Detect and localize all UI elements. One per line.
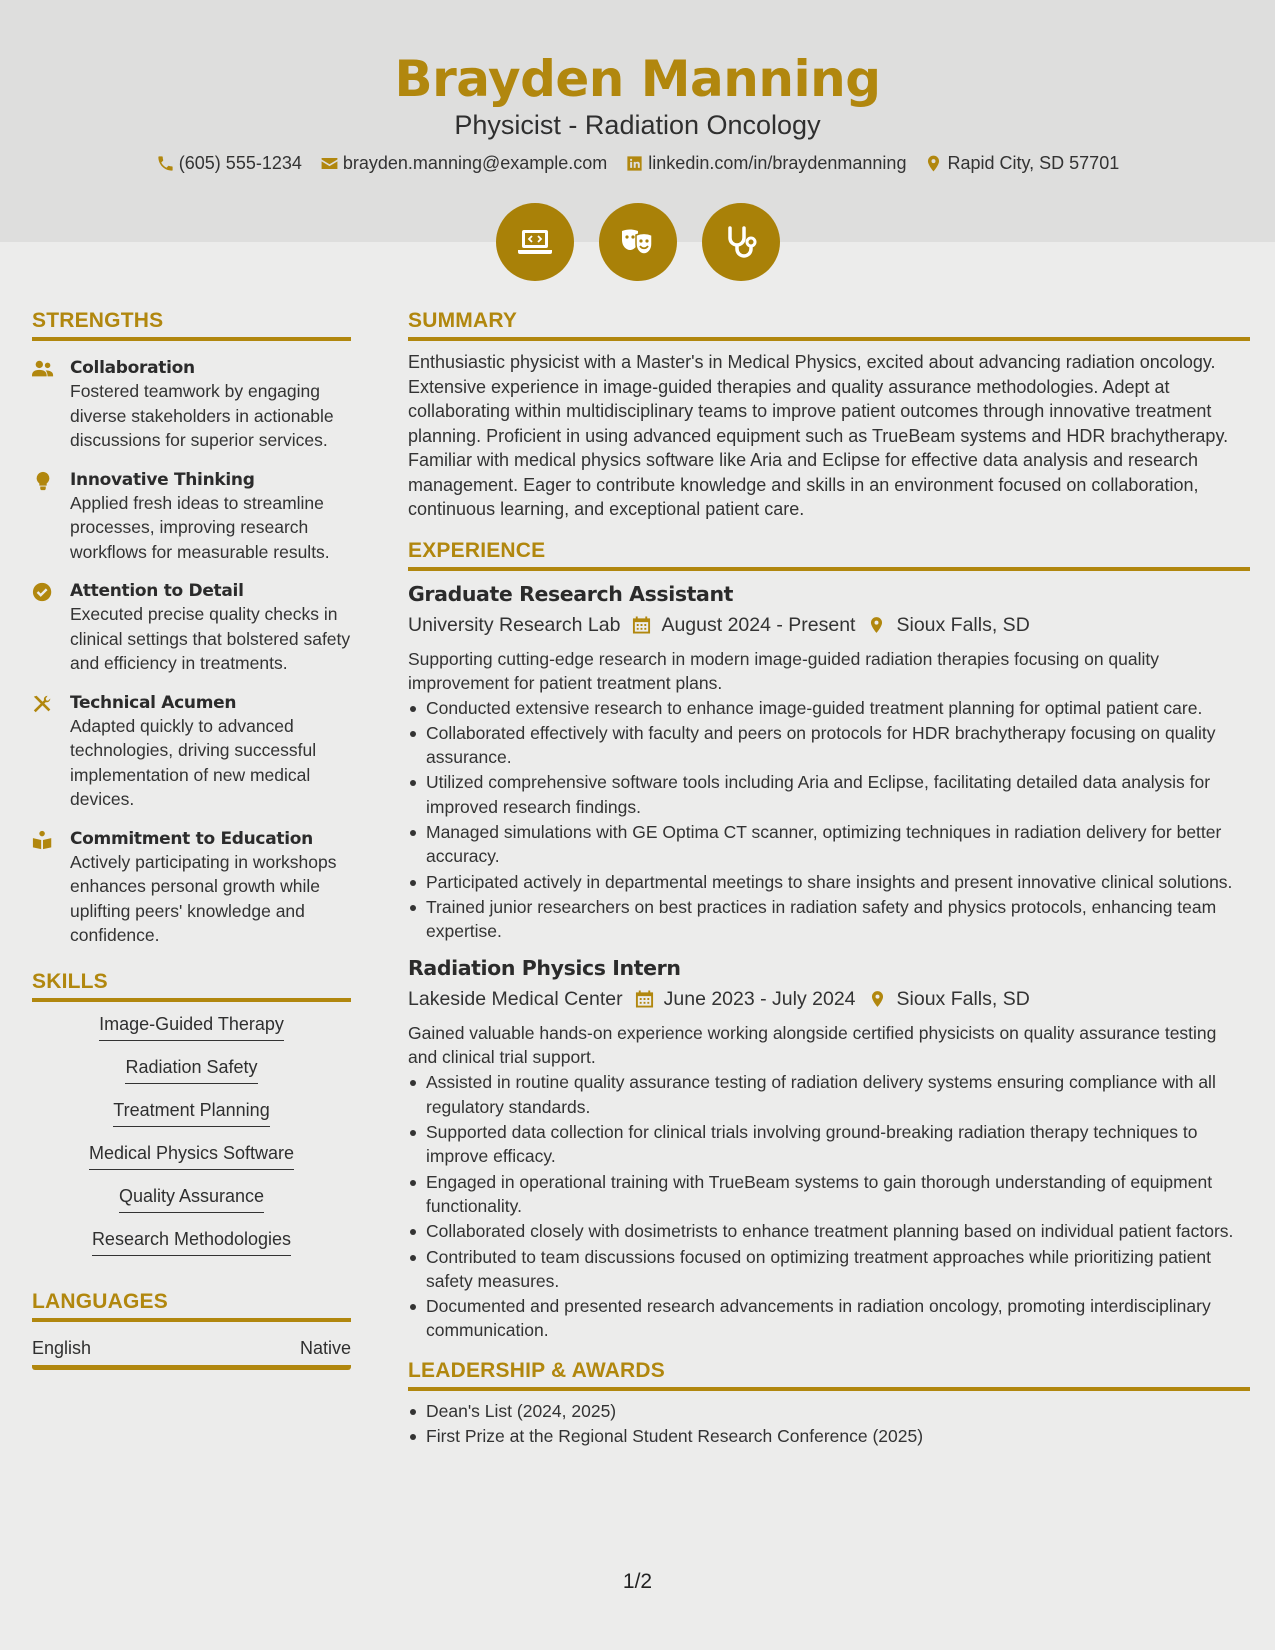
job-desc: Gained valuable hands-on experience working alongside certified physicists on quality assurance testing and clinical trial support. xyxy=(408,1023,1217,1068)
experience-heading: EXPERIENCE xyxy=(408,539,1250,571)
skills-list xyxy=(32,1012,351,1256)
location-text: Rapid City, SD 57701 xyxy=(947,153,1120,173)
job-title: Graduate Research Assistant xyxy=(408,581,734,606)
job-company: Lakeside Medical Center xyxy=(408,988,623,1011)
strength-desc: Actively participating in workshops enhances personal growth while uplifting peers' knowledge and confidence. xyxy=(70,851,337,945)
job-entry xyxy=(408,953,1250,1342)
candidate-role: Physicist - Radiation Oncology xyxy=(454,110,821,140)
right-column xyxy=(408,309,1250,1448)
languages-heading: LANGUAGES xyxy=(32,1290,351,1322)
strength-title: Commitment to Education xyxy=(70,828,313,849)
linkedin-text: linkedin.com/in/braydenmanning xyxy=(648,153,907,173)
strength-title: Attention to Detail xyxy=(70,581,244,601)
skill-item: Radiation Safety xyxy=(32,1055,351,1084)
list-item: Conducted extensive research to enhance image-guided treatment planning for optimal patient care. xyxy=(408,696,1250,720)
job-meta xyxy=(408,985,1250,1013)
list-item: Trained junior researchers on best practices in radiation safety and physics protocols, enhancing team expertise. xyxy=(408,895,1250,944)
envelope-icon xyxy=(320,154,339,173)
awards-heading: LEADERSHIP & AWARDS xyxy=(408,1359,1250,1391)
contact-linkedin[interactable] xyxy=(625,153,906,174)
strength-title: Technical Acumen xyxy=(70,692,237,713)
list-item: Assisted in routine quality assurance testing of radiation delivery systems ensuring compliance with all regulatory standards. xyxy=(408,1070,1250,1119)
list-item: Collaborated closely with dosimetrists to enhance treatment planning based on individual patient factors. xyxy=(408,1219,1250,1243)
map-marker-icon xyxy=(868,989,887,1009)
strengths-heading: STRENGTHS xyxy=(32,309,351,341)
job-bullets xyxy=(408,696,1250,944)
interest-icons xyxy=(0,203,1275,281)
contact-phone[interactable] xyxy=(156,153,302,174)
skill-item: Medical Physics Software xyxy=(32,1141,351,1170)
strength-desc: Fostered teamwork by engaging diverse stakeholders in actionable discussions for superior services. xyxy=(70,381,334,450)
job-meta xyxy=(408,611,1250,639)
job-title: Radiation Physics Intern xyxy=(408,956,681,981)
contact-email[interactable] xyxy=(320,153,607,174)
skill-item: Quality Assurance xyxy=(32,1184,351,1213)
map-marker-icon xyxy=(924,154,943,173)
theater-masks-icon xyxy=(599,203,677,281)
strength-item xyxy=(32,469,351,565)
skill-item: Treatment Planning xyxy=(32,1098,351,1127)
calendar-icon xyxy=(635,989,654,1009)
list-item: First Prize at the Regional Student Research Conference (2025) xyxy=(408,1424,1250,1448)
strength-item xyxy=(32,580,351,676)
language-name: English xyxy=(32,1337,92,1358)
book-reader-icon xyxy=(32,830,54,850)
job-location: Sioux Falls, SD xyxy=(896,988,1030,1011)
strength-item xyxy=(32,692,351,812)
list-item: Engaged in operational training with TrueBeam systems to gain thorough understanding of equipment functionality. xyxy=(408,1170,1250,1219)
list-item: Documented and presented research advancements in radiation oncology, promoting interdisciplinary communication. xyxy=(408,1294,1250,1343)
awards-list xyxy=(408,1399,1250,1449)
candidate-name: Brayden Manning xyxy=(394,50,881,108)
list-item: Managed simulations with GE Optima CT scanner, optimizing techniques in radiation delivery for better accuracy. xyxy=(408,820,1250,869)
skill-item: Image-Guided Therapy xyxy=(32,1012,351,1041)
summary-text: Enthusiastic physicist with a Master's in Medical Physics, excited about advancing radiation oncology. Extensive experience in image-guided therapies and quality assurance methodologies. Adept at collaborating within multidisciplinary teams to improve patient outcomes through innovative treatment planning. Proficient in using advanced equipment such as TrueBeam systems and HDR brachytherapy. Familiar with medical physics software like Aria and Eclipse for effective data analysis and research management. Eager to contribute knowledge and skills in an environment focused on collaboration, continuous learning, and exceptional patient care. xyxy=(408,352,1229,519)
strength-desc: Executed precise quality checks in clinical settings that bolstered safety and efficiency in treatments. xyxy=(70,604,351,673)
skills-heading: SKILLS xyxy=(32,970,351,1002)
contact-bar xyxy=(0,153,1275,174)
skill-item: Research Methodologies xyxy=(32,1227,351,1256)
email-text: brayden.manning@example.com xyxy=(342,153,608,173)
job-dates: June 2023 - July 2024 xyxy=(663,988,856,1011)
list-item: Contributed to team discussions focused on optimizing treatment approaches while prioritizing patient safety measures. xyxy=(408,1245,1250,1294)
stethoscope-icon xyxy=(702,203,780,281)
job-desc: Supporting cutting-edge research in modern image-guided radiation therapies focusing on quality improvement for patient treatment plans. xyxy=(408,648,1160,693)
calendar-icon xyxy=(632,615,651,635)
list-item: Collaborated effectively with faculty and peers on protocols for HDR brachytherapy focusing on quality assurance. xyxy=(408,721,1250,770)
contact-location xyxy=(924,153,1119,174)
job-company: University Research Lab xyxy=(408,613,621,636)
strength-desc: Adapted quickly to advanced technologies, driving successful implementation of new medical devices. xyxy=(70,715,317,809)
strength-item xyxy=(32,828,351,948)
page-number: 1/2 xyxy=(622,1570,653,1593)
language-row xyxy=(32,1338,351,1370)
summary-heading: SUMMARY xyxy=(408,309,1250,341)
list-item: Supported data collection for clinical trials involving ground-breaking radiation therapy techniques to improve efficacy. xyxy=(408,1120,1250,1169)
tools-icon xyxy=(32,694,54,714)
map-marker-icon xyxy=(867,615,886,635)
strength-desc: Applied fresh ideas to streamline processes, improving research workflows for measurable results. xyxy=(70,492,330,562)
phone-icon xyxy=(156,154,175,173)
language-level: Native xyxy=(299,1337,351,1358)
job-dates: August 2024 - Present xyxy=(661,613,856,636)
strength-title: Collaboration xyxy=(70,358,195,378)
laptop-code-icon xyxy=(496,203,574,281)
strength-item xyxy=(32,357,351,453)
phone-text: (605) 555-1234 xyxy=(178,153,302,173)
linkedin-icon xyxy=(625,154,644,173)
lightbulb-icon xyxy=(32,471,54,491)
left-column xyxy=(32,309,351,1370)
job-entry xyxy=(408,579,1250,944)
check-circle-icon xyxy=(32,582,54,602)
job-location: Sioux Falls, SD xyxy=(896,613,1030,636)
list-item: Utilized comprehensive software tools including Aria and Eclipse, facilitating detailed data analysis for improved research findings. xyxy=(408,770,1250,819)
list-item: Dean's List (2024, 2025) xyxy=(408,1399,1250,1423)
users-icon xyxy=(32,359,54,379)
list-item: Participated actively in departmental meetings to share insights and present innovative clinical solutions. xyxy=(408,870,1250,894)
strength-title: Innovative Thinking xyxy=(70,469,255,490)
job-bullets xyxy=(408,1070,1250,1342)
